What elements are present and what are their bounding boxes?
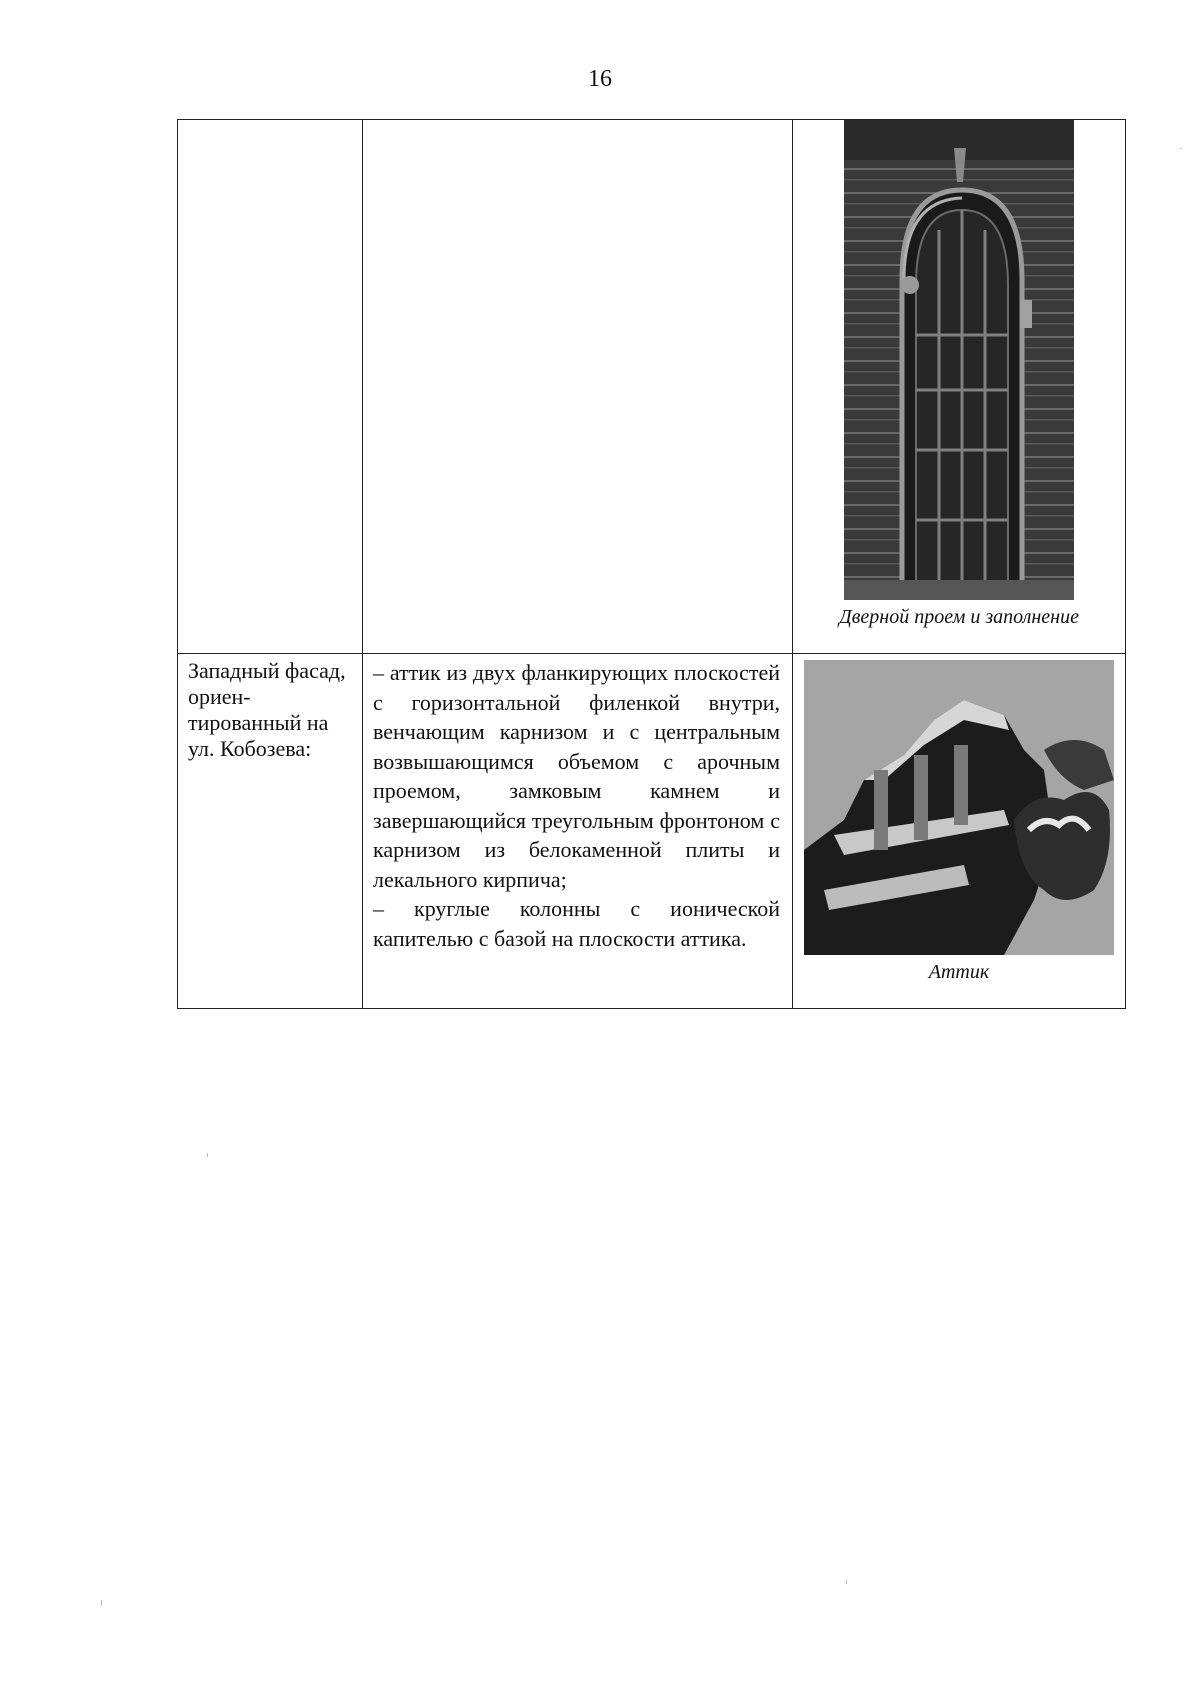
door-photo-caption: Дверной проем и заполнение — [839, 606, 1079, 628]
door-photo — [844, 120, 1074, 600]
attic-photo — [804, 660, 1114, 955]
facade-cell — [178, 654, 363, 1009]
list-item: – круглые колонны с ионической капителью с базой на плоскости аттика. — [373, 896, 780, 951]
scan-artifact — [846, 1580, 847, 1584]
description-cell — [363, 654, 793, 1009]
facade-label: Западный фасад, ориен-тированный на ул. Кобозева: — [188, 658, 346, 761]
attic-photo-caption: Аттик — [928, 961, 990, 983]
scan-artifact — [207, 1153, 208, 1157]
scan-artifact — [1180, 148, 1182, 149]
table-row — [178, 120, 1126, 654]
photo-cell — [793, 654, 1126, 1009]
page-number: 16 — [588, 66, 612, 92]
description-list — [363, 654, 792, 953]
description-cell-empty — [363, 120, 793, 654]
scan-artifact — [101, 1600, 102, 1606]
table-row — [178, 654, 1126, 1009]
list-item: – аттик из двух фланкирующих плоскостей с горизонтальной филенкой внутри, венчающим карнизом и с центральным возвышающимся объемом с арочным проемом, замковым камнем и завершающийся треугольным фронтоном с карнизом из белокаменной плиты и лекального кирпича; — [373, 660, 780, 892]
monument-description-table — [177, 119, 1126, 1009]
photo-cell — [793, 120, 1126, 654]
facade-cell-empty — [178, 120, 363, 654]
